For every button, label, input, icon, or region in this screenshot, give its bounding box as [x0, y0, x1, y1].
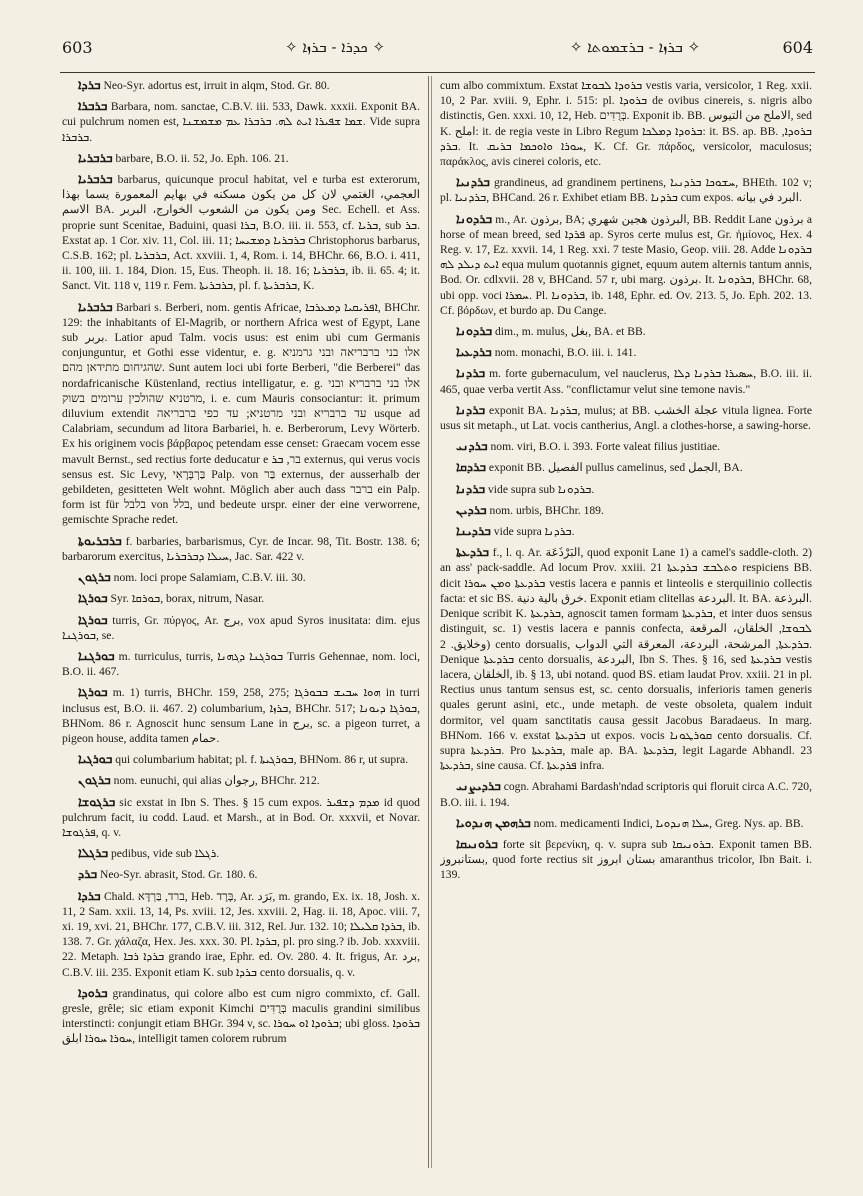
entry-definition: f. barbaries, barbarismus, Cyr. de Incar. 98, Tit. Bostr. 138. 6; barbarorum exercitus, ܚܝܠܐ ܕܒܪܒܪܝܐ, Jac. Sar. 422 v. [62, 534, 420, 563]
entry-definition: m., Ar. برذون, BA; البرذون هجين شهري, BB. Reddit Lane برذون a horse of mean breed, sed ܦܪܕܐ ap. Syros certe mulus est, Gr. ἡμίονος, Hex. 4 Reg. v. 17, Ez. xxvii. 14, 1 Reg. xxi. 7 teste Masio, Geop. viii. 28. Adde ܒܪܕܘܢܐ ܐܝܬ ܕܝܠܕ ܠܗ equa mulum quotannis gignet, equum autem alternis tantum annis, Bod. Or. cdlxvii. 28 v, BHCand. 57 r, ubi marg. برذون. It. ܒܪܕܘܢܐ, BHChr. 68, ubi opp. voci ܚܡܪܐ. Pl. ܒܪܕܘܢܐ, ib. 148, Ephr. ed. Ov. 213. 5, Jo. Eph. 202. 13. Cf. βόρδων, et burdo ap. Du Cange. [440, 212, 812, 317]
entry-definition: nom. monachi, B.O. iii. i. 141. [494, 346, 637, 360]
entry-headword: ܒܪܘܕܐ [78, 985, 108, 1000]
dictionary-entry [62, 534, 420, 564]
dictionary-entry [440, 460, 812, 475]
entry-headword: ܒܪܕܐ [78, 78, 101, 92]
entry-headword: ܒܘܪܓܐ [78, 685, 108, 700]
entry-definition: exponit BA. ܒܪܕܢܐ, mulus; at BB. عجلة الخشب vitula lignea. Forte usus sit metaph., ut Lat. vocis cantherius, Angl. a clothes-horse, a sawing-horse. [440, 403, 812, 433]
entry-headword: ܒܪܓܠܐ [78, 846, 109, 861]
entry-headword: ܒܪܒܪܝܐ [78, 150, 113, 165]
entry-definition: turris, Gr. πύργος, Ar. برج, vox apud Syros inusitata: dim. ejus ܒܘܪܓܢܐ, se. [62, 613, 420, 642]
dictionary-entry [440, 545, 812, 773]
right-page-number: 604 [782, 38, 813, 57]
entry-definition: Neo-Syr. adortus est, irruit in alqm, Stod. Gr. 80. [103, 79, 330, 92]
dictionary-entry [62, 649, 420, 679]
entry-definition: qui columbarium habitat; pl. f. ܒܘܪܓܝܬܐ, BHNom. 86 r, ut supra. [115, 753, 409, 767]
dictionary-entry [62, 613, 420, 643]
dictionary-entry [440, 366, 812, 396]
entry-headword: ܒܪܕܩܐ [456, 460, 486, 475]
entry-definition: nom. viri, B.O. i. 393. Forte valeat filius justitiae. [490, 440, 721, 454]
entry-headword: ܒܪܕܘܢܐ [456, 324, 493, 339]
dictionary-entry [440, 345, 812, 360]
entry-headword: ܒܪܕܘܢܐ [456, 211, 493, 226]
dictionary-entry [62, 773, 420, 788]
entry-headword: ܒܪܘܢܝܩܐ [456, 836, 498, 851]
dictionary-entry [440, 503, 812, 518]
entry-definition: grandinatus, qui colore albo est cum nigro commixto, cf. Gall. gresle, grêle; sic etiam exponit Kimchi בְּרֻדִּים maculis grandini similibus interstincti: conjungit etiam BHGr. 394 v, sc. ܒܪܘܕܐ ܐܘ ܚܘܪܐ; ubi gloss. ܒܪܘܕܐ ܚܘܪܐ ܚܘܪܐ ابلق, intelligit tamen colorem rubrum [62, 986, 420, 1046]
entry-definition: Barbari s. Berberi, nom. gentis Africae, ܐܦܪܝܩܝܐ ܕܡܥܪܒܐ, BHChr. 129: the inhabitants of El-Magrib, or northern Africa west of Egypt, Lane sub بربر. Latior apud Talm. vocis usus: est enim ubi cum Germanis conjunguntur, et Gothi esse videntur, e. g. אלו בני ברבריאה ובני גרמניא שהגיחום מתידאן מהם. Sunt autem loci ubi forte Berberi, "die Berberei" das nordafricanische Küstenland, rectius intelligatur, e. g. אלו בני ברבריא ובני מרטניא שהולכין ערומים בשוק, i. e. cum Mauris consociantur: it. primum diluvium extendit עד ברבריא ובני מרטניא; עד כפי ברבריאה usque ad Calabriam, secundum ad litora Barbariei, h. e. Berberorum, Levy Wörterb. Ex his originem vocis βάρβαρος petendam esse censet: Graecam vocem esse mavult Bernst., sed rectius forte deducatur e בר, ܒܪ externus, qui verus vocis sensus est. Sic Levy, בַּרְבְּרָאִי Palp. von בַּר externus, der ausserhalb der gebildeten, gesitteten Welt wohnt. Möglich aber auch dass ברבר ein Palp. form ist für בלבל von בלל, und bedeute urspr. einer der eine verworrene, gemischte Sprache redet. [62, 300, 420, 527]
dictionary-entry [440, 837, 812, 883]
dictionary-entry [62, 78, 420, 93]
dictionary-entry [62, 867, 420, 882]
entry-definition: m. forte gubernaculum, vel nauclerus, ܚܣܝܪܐ ܒܪܕܢܐ ܕܠܐ, B.O. iii. ii. 465, quae verba vertit Ass. "conflictamur velut sine temone navis." [440, 367, 812, 396]
entry-definition: grandineus, ad grandinem pertinens, ܚܫܘܟܐ ܒܪܕܢܝܐ, BHEth. 102 v; pl. ܒܪܕܢܝܐ, BHCand. 26 r. Exhibet etiam BB. ܒܪܕܢܐ cum expos. البرد في بيانه. [440, 176, 812, 205]
entry-headword: ܒܪܕܢܐ [456, 481, 486, 496]
dictionary-entry [62, 986, 420, 1047]
entry-headword: ܒܘܪܓܐ [78, 612, 108, 627]
entry-headword: ܒܘܪܓܝܐ [78, 752, 113, 767]
entry-definition: Chald. ברד, בַּרְדָּא, Heb. בָּרָד, Ar. بَرَد, m. grando, Ex. ix. 18, Josh. x. 11, 2 Sam. xxii. 13, 14, Ps. xviii. 12, Jes. xxviii. 2, Hag. ii. 18, Apoc. viii. 7, xi. 19, xvi. 21, BHChr. 177, C.B.V. iii. 312, Rel. Jur. 132. 10; ܒܪܕܐ ܩܠܝܠܐ, ib. 138. 7. Gr. χάλαζα, Hex. Jes. xxx. 30. Pl. ܒܪܕܐ, pl. pro sing.? ib. Job. xxxviii. 22. Metaph. ܒܪܕܐ ܪܒܐ grando irae, Ephr. ed. Ov. 280. 4. It. frigus, Ar. برد, C.B.V. iii. 235. Exponit etiam K. sub ܒܪܕܐ cento dorsualis, q. v. [62, 889, 420, 979]
entry-definition: vide supra sub ܒܪܕܘܢܐ. [488, 482, 595, 496]
entry-definition: nom. eunuchi, qui alias رجوان, BHChr. 212. [113, 774, 320, 788]
column-divider-inner [431, 76, 432, 1168]
left-running-title: ✧ ܟܕܪܐ - ܒܪܙܐ ✧ [284, 38, 386, 56]
entry-headword: ܒܪܕܝܨܢܝ [456, 779, 501, 794]
dictionary-entry [62, 795, 420, 841]
entry-headword: ܒܪܕܢܐ [456, 366, 486, 381]
entry-definition: nom. urbis, BHChr. 189. [489, 503, 604, 517]
dictionary-entry [62, 570, 420, 585]
entry-definition: forte sit βερενίκη, q. v. supra sub ܒܪܘܢܝܩܐ. Exponit tamen BB. بستانبروز, quod forte rectius sit بستان ابروز amaranthus tricolor, Ibn Bait. i. 139. [440, 837, 812, 882]
entry-headword: ܒܪܕܥܝܐ [456, 345, 492, 360]
dictionary-entry [440, 524, 812, 539]
entry-headword: ܒܪܗܡܢ ܗܢܕܘܝܐ [456, 815, 531, 830]
entry-definition: nom. medicamenti Indici, ܚܠܐ ܗܢܕܘܝܐ, Greg. Nys. ap. BB. [533, 816, 804, 830]
dictionary-entry [62, 172, 420, 294]
dictionary-entry [62, 889, 420, 980]
entry-definition: barbare, B.O. ii. 52, Jo. Eph. 106. 21. [115, 151, 289, 165]
dictionary-entry [62, 591, 420, 606]
entry-headword: ܒܪܒܪܐ [78, 99, 108, 114]
entry-definition: pedibus, vide sub ܪܓܠܐ. [110, 847, 220, 861]
entry-headword: ܒܘܪܓܐ [78, 591, 108, 606]
dictionary-entry [62, 151, 420, 166]
entry-definition: vide supra ܒܪܕܢܐ. [493, 525, 575, 539]
right-running-title: ✧ ܒܪܙܐ - ܒܪܫܡܘܬܐ ✧ [569, 38, 701, 56]
entry-definition: cogn. Abrahami Bardash'ndad scriptoris qui floruit circa A.C. 720, B.O. iii. i. 194. [440, 780, 812, 809]
dictionary-entry [440, 779, 812, 809]
entry-definition: f., l. q. Ar. البَرْذَعَة, quod exponit Lane 1) a camel's saddle-cloth. 2) an ass' pack-saddle. Ad locum Prov. xxiii. 21 ܘܬܠܒܫ ܒܪܕܥܬܐ respiciens BB. dicit ܒܪܕܥܬܐ ܘܡܢ ܚܘܪܐ vestis lacera e pannis et linteolis e sterquilinio collectis facta: et sic BS. خرق بالية دنية. Exponit etiam clitellas البردعة. It. BA. البرذعة. Denique scribit K. ܒܪܕܥܬܐ, agnoscit tamen formam ܒܪܕܥܬܐ, et inter duos sensus distinguit, sc. 1) vestis lacera e pannis confecta, ܠܒܘܫܐ, الخلقان، المرقعة وخلايق. 2) cento dorsualis, ܒܪܕܥܬܐ, المرشحة، البردعة، المعرقة التي الدواب. Denique ܒܪܕܥܬܐ cento dorsualis, البردعة, Ibn S. Thes. § 16, sed ܒܪܕܥܬܐ vestis lacera, الخلقان, ib. § 13, ubi notand. quod BS. etiam laudat Prov. xxiii. 21 in pl. Rectius unus tantum sensus est, sc. cento dorsualis, inferioris tamen generis quales gerunt asini, etc., unde metaph. de veste obsoleta, qualem induit dormitor, vel quam sanctitatis causa gessit Jacobus Baradaeus. In marg. BHNom. 166 v. exstat ܒܪܕܥܬܐ ut expos. vocis ܩܘܪܛܘܢܐ cento dorsualis. Cf. supra ܒܪܕܥܬܐ. Pro ܒܪܕܥܬܐ, male ap. BA. ܒܪܕܥܬܐ, legit Lagarde Abhandl. 23 ܒܪܕܥܬܐ, sine causa. Cf. ܦܪܕܥܬܐ infra. [440, 546, 812, 773]
dictionary-entry [440, 175, 812, 205]
left-page-number: 603 [62, 38, 93, 57]
dictionary-entry [62, 99, 420, 145]
entry-definition: Barbara, nom. sanctae, C.B.V. iii. 533, Dawk. xxxii. Exponit BA. cui pulchrum nomen est, ܫܡܐ ܫܦܝܪܐ ܐܝܬ ܠܗ. ܒܪܒܪܐ ܥܡ ܡܫܡܫܢܐ. Vide supra ܒܪܒܪܐ. [62, 100, 420, 144]
entry-definition: barbarus, quicunque procul habitat, vel e turba est exterorum, العجمي، الغتمي لان كل من يكون مسكنه في بهايم المعمورة يسما بهذا الاسم BA. ومن يكون من الشعوب الخوارج، البربر Sec. Echell. et Ass. proprie sunt Scenitae, Baduini, quasi ܒܪܐ, B.O. iii. ii. 553, cf. ܒܪܝܐ, sub ܒܪ. Exstat ap. 1 Cor. xiv. 11, Col. iii. 11; ܒܪܒܪܝܐ ܕܡܫܝܚܐ Christophorus barbarus, C.S.B. 162; pl. ܒܪܒܪܝܐ, Act. xxviii. 1, 4, Rom. i. 14, BHChr. 66, B.O. i. 411, ii. 100, iii. 1. 184, Dion. 15, Eus. Theoph. ii. 18. 16; ܒܪܒܪܝܐ, ib. ii. 65. 4; it. Sanct. Vit. 118 v, 119 r. Fem. ܒܪܒܪܝܬܐ, pl. f. ܒܪܒܪܝܬܐ, K. [62, 173, 420, 293]
entry-definition: m. 1) turris, BHChr. 159, 258, 275; ܗܘܐ ܚܒܝܫ ܒܒܘܪܓܐ in turri inclusus est, B.O. ii. 467. 2) columbarium, ܒܪܙܐ, BHChr. 517; ܒܘܪܓܐ ܕܝܘܢܐ, BHNom. 86 r. Agnoscit hunc sensum Lane in برج, sc. a pigeon turret, a pigeon house, addita tamen حمام. [62, 686, 420, 745]
dictionary-entry [62, 685, 420, 746]
entry-headword: ܒܪܒܪܝܐ [78, 172, 113, 187]
entry-headword: ܒܪܓܘܢ [78, 773, 111, 788]
dictionary-entry [440, 212, 812, 318]
entry-definition: dim., m. mulus, بغل, BA. et BB. [494, 325, 646, 339]
entry-definition: cum albo commixtum. Exstat ܒܪܘܕܐ ܠܒܘܫܐ vestis varia, versicolor, 1 Reg. xxii. 10, 2 Par. xviii. 9, Ephr. i. 515: pl. ܒܪܘܕܐ de ovibus cinereis, s. nigris albo distinctis, Gen. xxxi. 10, 12, Heb. בְּרֻדִּים. Exponit ib. BB. الاملح من التيوس, sed K. املح: it. de regia veste in Libro Regum ܒܪܘܕܐ ܕܡܠܟܐ: it. BS. ap. BB. ܒܪܘܕܐ, ܒܪܕ. It. ܚܘܪܐ ܘܐܘܟܡܐ ܒܪܝܩ, K. Cf. Gr. πάρδος, versicolor, maculosus; παράκλος, avis cinerei coloris, etc. [440, 79, 812, 169]
entry-definition: nom. loci prope Salamiam, C.B.V. iii. 30. [113, 571, 306, 585]
entry-headword: ܒܪܕܐ [78, 888, 101, 903]
entry-headword: ܒܪܕܢܝܐ [456, 175, 490, 190]
entry-headword: ܒܪܒܪܝܐ [78, 299, 113, 314]
entry-headword: ܒܪܕܝܢܐ [456, 524, 491, 539]
dictionary-entry [62, 300, 420, 528]
entry-definition: m. turriculus, turris, ܒܘܪܓܢܐ ܕܓܗܢܐ Turris Gehennae, nom. loci, B.O. ii. 467. [62, 649, 420, 679]
dictionary-entry [62, 846, 420, 861]
header-rule [60, 72, 815, 73]
entry-headword: ܒܘܪܓܢܐ [78, 648, 115, 663]
entry-headword: ܒܪܓܘܫܐ [78, 794, 116, 809]
column-divider [428, 76, 429, 1168]
entry-definition: sic exstat in Ibn S. Thes. § 15 cum expos. ܡܕܡ ܕܫܦܝܪ id quod pulchrum facit, iu codd. Laud. et Marsh., at in Bod. Or. xxxvii, et Novar. ܦܪܓܘܫܐ, q. v. [62, 795, 420, 839]
entry-headword: ܒܪܓܘܢ [78, 570, 111, 585]
entry-definition: Neo-Syr. abrasit, Stod. Gr. 180. 6. [99, 868, 258, 882]
dictionary-entry [440, 482, 812, 497]
entry-headword: ܒܪܕܢܝ [456, 439, 488, 454]
entry-headword: ܒܪܕܝܢ [456, 502, 487, 517]
entry-headword: ܒܪܒܪܝܘܬܐ [78, 533, 122, 548]
dictionary-entry [440, 403, 812, 433]
dictionary-entry [62, 752, 420, 767]
dictionary-entry [440, 816, 812, 831]
entry-definition: exponit BB. الفصيل pullus camelinus, sed الجمل, BA. [488, 461, 743, 475]
dictionary-entry [440, 324, 812, 339]
dictionary-entry [440, 439, 812, 454]
dictionary-entry [440, 78, 812, 169]
right-column [440, 78, 812, 1173]
entry-headword: ܒܪܕ [78, 867, 98, 882]
entry-definition: Syr. ܒܘܪܩܐ, borax, nitrum, Nasar. [110, 592, 265, 606]
entry-headword: ܒܪܕܥܬܐ [456, 545, 489, 560]
entry-headword: ܒܪܕܢܐ [456, 402, 486, 417]
left-column [62, 78, 420, 1173]
